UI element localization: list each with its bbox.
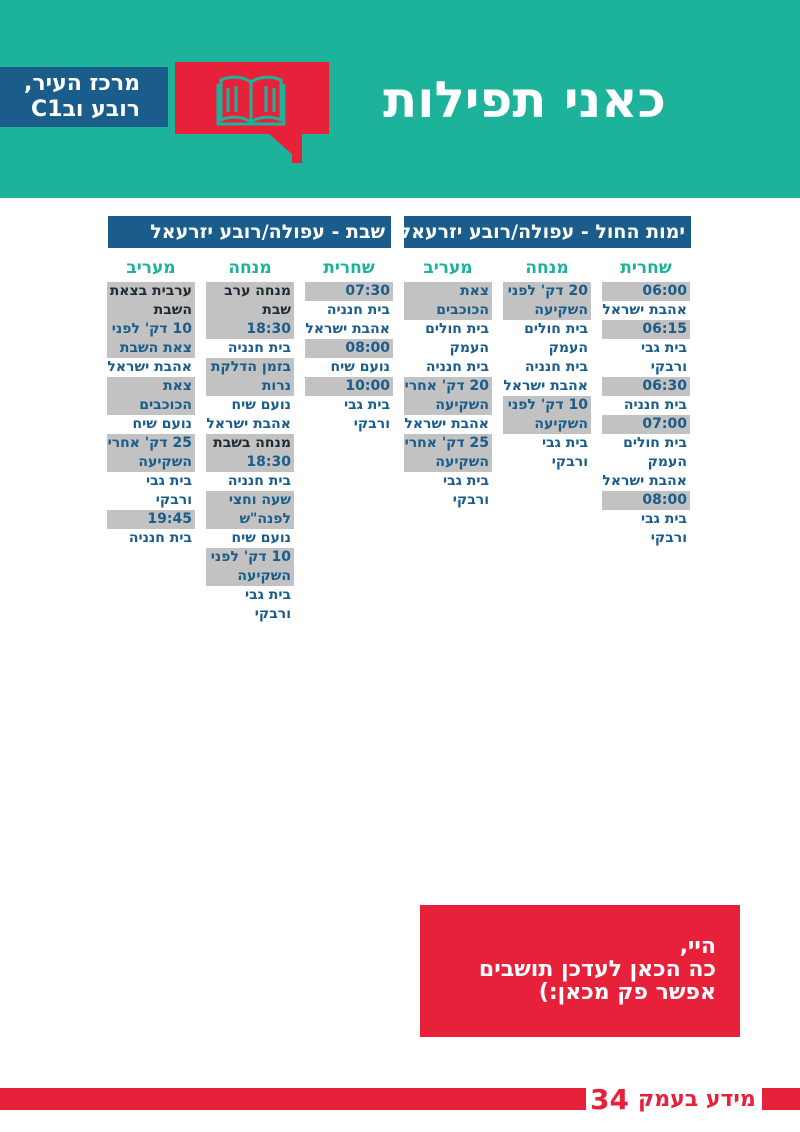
- bubble-tail-stem: [292, 133, 302, 163]
- column-shabbat-maariv: [107, 256, 195, 548]
- schedule-cell: אהבת ישראל: [602, 302, 687, 318]
- schedule-cell: 10 דק' לפני: [107, 320, 195, 339]
- schedule-cell: בית חולים: [524, 321, 588, 337]
- column-title: מעריב: [423, 258, 473, 278]
- schedule-cell: 10 דק' לפני: [206, 548, 294, 567]
- book-icon: [216, 72, 286, 126]
- schedule-cell: 07:00: [602, 415, 690, 434]
- schedule-cell: 06:15: [602, 320, 690, 339]
- column-cells: [305, 282, 393, 434]
- schedule-cell: 06:30: [602, 377, 690, 396]
- schedule-cell: בית חנניה: [326, 302, 390, 318]
- column-title: שחרית: [323, 258, 375, 278]
- schedule-cell: צאת הכוכבים: [404, 282, 492, 320]
- schedule-cell: 18:30: [206, 320, 294, 339]
- schedule-cell: השקיעה: [503, 301, 591, 320]
- schedule-cell: בית גבי ורבקי: [640, 340, 687, 375]
- schedule-cell: 18:30: [206, 453, 294, 472]
- column-cells: [602, 282, 690, 548]
- column-weekday-maariv: [404, 256, 492, 510]
- promo-line-2: כה הכאן לעדכן תושבים: [478, 957, 716, 982]
- schedule-cell: נועם שיח: [132, 416, 192, 432]
- column-cells: [503, 282, 591, 472]
- schedule-cell: בית חולים: [425, 321, 489, 337]
- schedule-cell: 06:00: [602, 282, 690, 301]
- schedule-cell: צאת השבת: [107, 339, 195, 358]
- footer-logo: מידע בעמק: [632, 1086, 762, 1114]
- schedule-cell: אהבת ישראל: [503, 378, 588, 394]
- schedule-cell: בית חנניה: [227, 473, 291, 489]
- schedule-cell: 25 דק' אחרי: [107, 434, 195, 453]
- location-line-1: מרכז העיר,: [24, 71, 140, 96]
- schedule-cell: 20 דק' לפני: [503, 282, 591, 301]
- schedule-cell: שבת: [206, 301, 294, 320]
- schedule-cell: השקיעה: [107, 453, 195, 472]
- column-shabbat-shacharit: [305, 256, 393, 434]
- promo-box: [420, 905, 740, 1037]
- section-header-weekday: ימות החול - עפולה/רובע יזרעאל: [404, 216, 691, 248]
- schedule-cell: השבת: [107, 301, 195, 320]
- schedule-cell: אהבת ישראל: [206, 416, 291, 432]
- schedule-cell: מנחה בשבת: [206, 434, 294, 453]
- schedule-cell: לפנה"ש: [206, 510, 294, 529]
- column-title: מנחה: [525, 258, 569, 278]
- schedule-cell: בית חנניה: [128, 530, 192, 546]
- schedule-cell: 20 דק' אחרי: [404, 377, 492, 396]
- schedule-cell: בית חנניה: [227, 340, 291, 356]
- schedule-cell: בית גבי ורבקי: [145, 473, 192, 508]
- schedule-cell: בית חנניה: [425, 359, 489, 375]
- schedule-cell: בית חולים: [623, 435, 687, 451]
- schedule-cell: אהבת ישראל: [602, 473, 687, 489]
- location-line-2: רובע ובC1: [31, 97, 140, 122]
- schedule-cell: בזמן הדלקת: [206, 358, 294, 377]
- schedule-cell: נרות: [206, 377, 294, 396]
- section-header-shabbat: שבת - עפולה/רובע יזרעאל: [108, 216, 391, 248]
- promo-line-1: היי,: [679, 934, 716, 959]
- column-shabbat-mincha: [206, 256, 294, 624]
- schedule-cell: בית חנניה: [524, 359, 588, 375]
- schedule-cell: אהבת ישראל: [404, 416, 489, 432]
- column-cells: [107, 282, 195, 548]
- schedule-cell: אהבת ישראל: [107, 359, 192, 375]
- column-title: מנחה: [228, 258, 272, 278]
- schedule-cell: שעה וחצי: [206, 491, 294, 510]
- schedule-cell: 08:00: [305, 339, 393, 358]
- schedule-cell: בית גבי ורבקי: [442, 473, 489, 508]
- schedule-cell: 10 דק' לפני: [503, 396, 591, 415]
- schedule-cell: אהבת ישראל: [305, 321, 390, 337]
- column-weekday-shacharit: [602, 256, 690, 548]
- schedule-cell: בית גבי ורבקי: [640, 511, 687, 546]
- schedule-cell: 07:30: [305, 282, 393, 301]
- column-title: שחרית: [620, 258, 672, 278]
- schedule-cell: השקיעה: [404, 396, 492, 415]
- schedule-cell: ערבית בצאת: [107, 282, 195, 301]
- schedule-cell: בית גבי ורבקי: [244, 587, 291, 622]
- column-weekday-mincha: [503, 256, 591, 472]
- schedule-cell: בית גבי ורבקי: [343, 397, 390, 432]
- schedule-cell: השקיעה: [503, 415, 591, 434]
- column-title: מעריב: [126, 258, 176, 278]
- column-cells: [404, 282, 492, 510]
- location-box: [0, 67, 168, 127]
- schedule-cell: 10:00: [305, 377, 393, 396]
- schedule-cell: צאת הכוכבים: [107, 377, 195, 415]
- schedule-cell: מנחה ערב: [206, 282, 294, 301]
- page-number: 34: [586, 1084, 633, 1116]
- schedule-cell: בית גבי ורבקי: [541, 435, 588, 470]
- schedule-cell: השקיעה: [404, 453, 492, 472]
- page-title: כאני תפילות: [383, 71, 666, 129]
- schedule-cell: 08:00: [602, 491, 690, 510]
- schedule-cell: 25 דק' אחרי: [404, 434, 492, 453]
- schedule-cell: נועם שיח: [231, 397, 291, 413]
- schedule-cell: העמק: [449, 340, 489, 356]
- schedule-cell: השקיעה: [206, 567, 294, 586]
- schedule-cell: נועם שיח: [231, 530, 291, 546]
- schedule-cell: העמק: [548, 340, 588, 356]
- promo-line-3: אפשר פק מכאן:): [538, 980, 716, 1005]
- schedule-cell: בית חנניה: [623, 397, 687, 413]
- column-cells: [206, 282, 294, 624]
- schedule-cell: 19:45: [107, 510, 195, 529]
- schedule-cell: העמק: [647, 454, 687, 470]
- schedule-cell: נועם שיח: [330, 359, 390, 375]
